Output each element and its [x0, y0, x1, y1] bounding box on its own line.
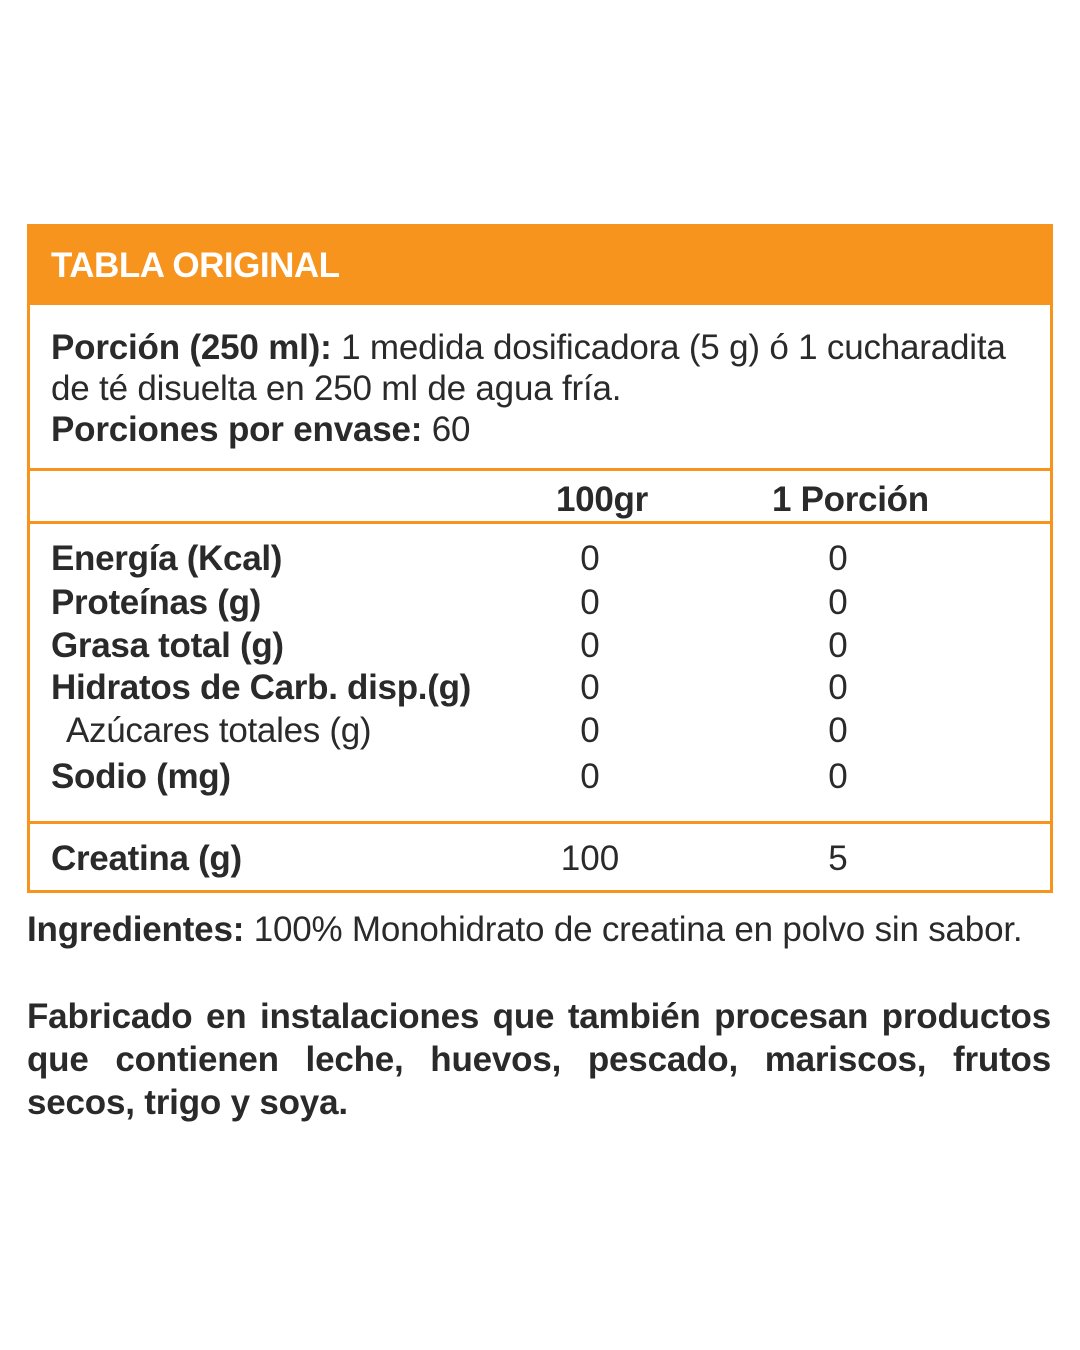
table-header — [27, 224, 1053, 305]
row-value-100gr: 0 — [580, 668, 600, 707]
column-header-100gr: 100gr — [556, 480, 648, 519]
divider-header — [30, 521, 1050, 524]
row-value-100gr: 0 — [580, 539, 600, 578]
row-value-portion: 0 — [828, 626, 848, 665]
portion-text-1: 1 medida dosificadora (5 g) ó 1 cucharadita — [331, 328, 1006, 367]
nutrition-table — [27, 224, 1053, 893]
row-label: Proteínas (g) — [51, 583, 262, 622]
table-row — [30, 583, 1050, 627]
table-row — [30, 668, 1050, 712]
row-value-portion: 0 — [828, 668, 848, 707]
row-label: Sodio (mg) — [51, 757, 231, 796]
row-value-100gr: 0 — [580, 711, 600, 750]
allergen-warning: Fabricado en instalaciones que también procesan productos que contienen leche, huevos, pescado, mariscos, frutos secos, trigo y soya. — [27, 997, 1051, 1122]
ingredients-label: Ingredientes: — [27, 910, 245, 949]
portion-info — [51, 327, 1041, 450]
portion-line-1 — [51, 327, 1041, 368]
column-header-portion: 1 Porción — [772, 480, 929, 519]
row-label: Hidratos de Carb. disp.(g) — [51, 668, 472, 707]
table-row — [30, 757, 1050, 801]
row-value-portion: 0 — [828, 583, 848, 622]
ingredients-line — [27, 910, 1057, 950]
servings-label: Porciones por envase: — [51, 410, 423, 449]
creatine-row — [30, 839, 1050, 883]
portion-label: Porción (250 ml): — [51, 328, 332, 367]
row-value-portion: 0 — [828, 757, 848, 796]
row-label: Grasa total (g) — [51, 626, 284, 665]
creatine-value-portion: 5 — [828, 839, 848, 878]
row-value-100gr: 0 — [580, 626, 600, 665]
table-title: TABLA ORIGINAL — [51, 246, 340, 285]
creatine-value-100gr: 100 — [560, 839, 620, 878]
row-value-100gr: 0 — [580, 757, 600, 796]
portion-text-2: de té disuelta en 250 ml de agua fría. — [51, 369, 622, 408]
ingredients-text: 100% Monohidrato de creatina en polvo sin sabor. — [244, 910, 1023, 949]
row-value-portion: 0 — [828, 539, 848, 578]
row-label: Energía (Kcal) — [51, 539, 283, 578]
table-row — [30, 711, 1050, 755]
portion-line-2 — [51, 368, 1041, 409]
divider-creatine — [30, 821, 1050, 824]
servings-line — [51, 409, 1041, 450]
row-label: Azúcares totales (g) — [66, 711, 372, 750]
table-row — [30, 626, 1050, 670]
creatine-label: Creatina (g) — [51, 839, 242, 878]
row-value-portion: 0 — [828, 711, 848, 750]
table-row — [30, 539, 1050, 583]
divider-top — [30, 468, 1050, 471]
row-value-100gr: 0 — [580, 583, 600, 622]
servings-value: 60 — [422, 410, 471, 449]
